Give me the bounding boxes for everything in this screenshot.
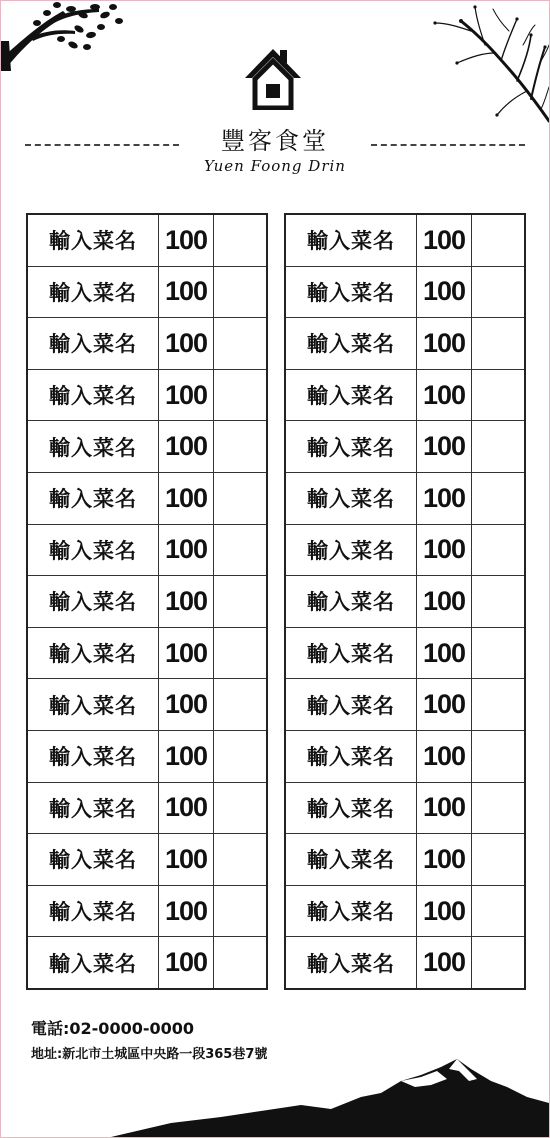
dish-price: 100 xyxy=(417,885,472,937)
blank-cell xyxy=(214,472,268,524)
dish-price: 100 xyxy=(417,369,472,421)
dish-name: 輸入菜名 xyxy=(27,576,159,628)
dish-price: 100 xyxy=(159,679,214,731)
dish-name: 輸入菜名 xyxy=(27,318,159,370)
menu-row xyxy=(285,782,525,834)
menu-row xyxy=(285,369,525,421)
dish-name: 輸入菜名 xyxy=(285,369,417,421)
phone-number: 電話:02-0000-0000 xyxy=(31,1019,195,1038)
menu-row xyxy=(285,885,525,937)
dish-price: 100 xyxy=(159,524,214,576)
blank-cell xyxy=(472,318,526,370)
dish-name: 輸入菜名 xyxy=(27,214,159,266)
blank-cell xyxy=(472,730,526,782)
dish-name: 輸入菜名 xyxy=(285,318,417,370)
menu-row xyxy=(27,834,267,886)
menu-table-right xyxy=(284,213,526,990)
address: 地址:新北市土城區中央路一段365巷7號 xyxy=(31,1047,268,1062)
menu-row xyxy=(285,472,525,524)
blank-cell xyxy=(214,937,268,989)
menu-row xyxy=(27,369,267,421)
dish-name: 輸入菜名 xyxy=(27,730,159,782)
dish-price: 100 xyxy=(417,937,472,989)
blank-cell xyxy=(214,318,268,370)
blank-cell xyxy=(214,214,268,266)
dish-price: 100 xyxy=(159,782,214,834)
menu-row xyxy=(285,834,525,886)
menu-row xyxy=(27,266,267,318)
menu-row xyxy=(27,318,267,370)
menu-row xyxy=(285,937,525,989)
blank-cell xyxy=(214,266,268,318)
bare-tree-icon xyxy=(431,1,549,126)
dish-price: 100 xyxy=(417,266,472,318)
blank-cell xyxy=(472,782,526,834)
blank-cell xyxy=(214,421,268,473)
menu-row xyxy=(27,627,267,679)
menu-row xyxy=(285,524,525,576)
blank-cell xyxy=(214,576,268,628)
dish-price: 100 xyxy=(417,834,472,886)
menu-row xyxy=(285,318,525,370)
menu-row xyxy=(285,679,525,731)
dish-name: 輸入菜名 xyxy=(285,266,417,318)
dish-name: 輸入菜名 xyxy=(285,730,417,782)
menu-row xyxy=(27,885,267,937)
dish-name: 輸入菜名 xyxy=(285,214,417,266)
menu-row xyxy=(27,524,267,576)
dish-price: 100 xyxy=(417,627,472,679)
menu-row xyxy=(27,730,267,782)
dish-price: 100 xyxy=(417,318,472,370)
dish-name: 輸入菜名 xyxy=(285,885,417,937)
dish-price: 100 xyxy=(159,937,214,989)
dish-name: 輸入菜名 xyxy=(285,782,417,834)
blank-cell xyxy=(472,421,526,473)
blank-cell xyxy=(472,369,526,421)
dish-name: 輸入菜名 xyxy=(27,885,159,937)
menu-row xyxy=(27,421,267,473)
blank-cell xyxy=(472,834,526,886)
dish-name: 輸入菜名 xyxy=(285,679,417,731)
dish-price: 100 xyxy=(417,782,472,834)
dish-name: 輸入菜名 xyxy=(27,834,159,886)
blank-cell xyxy=(472,679,526,731)
dish-name: 輸入菜名 xyxy=(285,472,417,524)
dish-price: 100 xyxy=(417,730,472,782)
tree-branch-icon xyxy=(1,1,131,71)
blank-cell xyxy=(214,679,268,731)
blank-cell xyxy=(472,576,526,628)
dish-price: 100 xyxy=(417,421,472,473)
dish-name: 輸入菜名 xyxy=(285,576,417,628)
blank-cell xyxy=(472,266,526,318)
menu-row xyxy=(285,627,525,679)
dish-price: 100 xyxy=(159,834,214,886)
dish-name: 輸入菜名 xyxy=(285,834,417,886)
menu-row xyxy=(27,782,267,834)
dish-name: 輸入菜名 xyxy=(27,937,159,989)
dish-price: 100 xyxy=(417,576,472,628)
dish-price: 100 xyxy=(159,214,214,266)
menu-row xyxy=(27,472,267,524)
blank-cell xyxy=(472,627,526,679)
menu-row xyxy=(285,421,525,473)
dish-name: 輸入菜名 xyxy=(27,266,159,318)
dish-name: 輸入菜名 xyxy=(27,369,159,421)
restaurant-title: 豐客食堂 xyxy=(221,127,329,155)
dish-price: 100 xyxy=(159,266,214,318)
dish-price: 100 xyxy=(159,421,214,473)
blank-cell xyxy=(472,214,526,266)
blank-cell xyxy=(472,937,526,989)
dish-price: 100 xyxy=(159,472,214,524)
blank-cell xyxy=(472,472,526,524)
restaurant-subtitle: Yuen Foong Drin xyxy=(204,157,346,175)
dish-price: 100 xyxy=(159,730,214,782)
dish-name: 輸入菜名 xyxy=(285,421,417,473)
menu-row xyxy=(285,266,525,318)
dish-name: 輸入菜名 xyxy=(27,524,159,576)
menu-row xyxy=(27,679,267,731)
blank-cell xyxy=(472,885,526,937)
blank-cell xyxy=(214,627,268,679)
blank-cell xyxy=(214,782,268,834)
mountain-silhouette-icon xyxy=(1,1057,549,1137)
dish-price: 100 xyxy=(159,318,214,370)
blank-cell xyxy=(214,524,268,576)
blank-cell xyxy=(472,524,526,576)
menu-row xyxy=(27,214,267,266)
house-icon xyxy=(242,46,304,110)
menu-row xyxy=(27,937,267,989)
blank-cell xyxy=(214,369,268,421)
blank-cell xyxy=(214,834,268,886)
dish-name: 輸入菜名 xyxy=(27,782,159,834)
dish-name: 輸入菜名 xyxy=(285,524,417,576)
dish-price: 100 xyxy=(159,627,214,679)
menu-table-left xyxy=(26,213,268,990)
dish-price: 100 xyxy=(159,576,214,628)
dish-price: 100 xyxy=(417,214,472,266)
dish-price: 100 xyxy=(159,885,214,937)
dish-price: 100 xyxy=(417,472,472,524)
menu-row xyxy=(285,214,525,266)
dish-name: 輸入菜名 xyxy=(27,472,159,524)
menu-row xyxy=(27,576,267,628)
menu-row xyxy=(285,576,525,628)
blank-cell xyxy=(214,730,268,782)
dish-price: 100 xyxy=(417,679,472,731)
dish-name: 輸入菜名 xyxy=(27,421,159,473)
blank-cell xyxy=(214,885,268,937)
menu-row xyxy=(285,730,525,782)
dish-name: 輸入菜名 xyxy=(27,679,159,731)
dish-price: 100 xyxy=(159,369,214,421)
dish-name: 輸入菜名 xyxy=(285,937,417,989)
dish-price: 100 xyxy=(417,524,472,576)
dish-name: 輸入菜名 xyxy=(285,627,417,679)
dish-name: 輸入菜名 xyxy=(27,627,159,679)
